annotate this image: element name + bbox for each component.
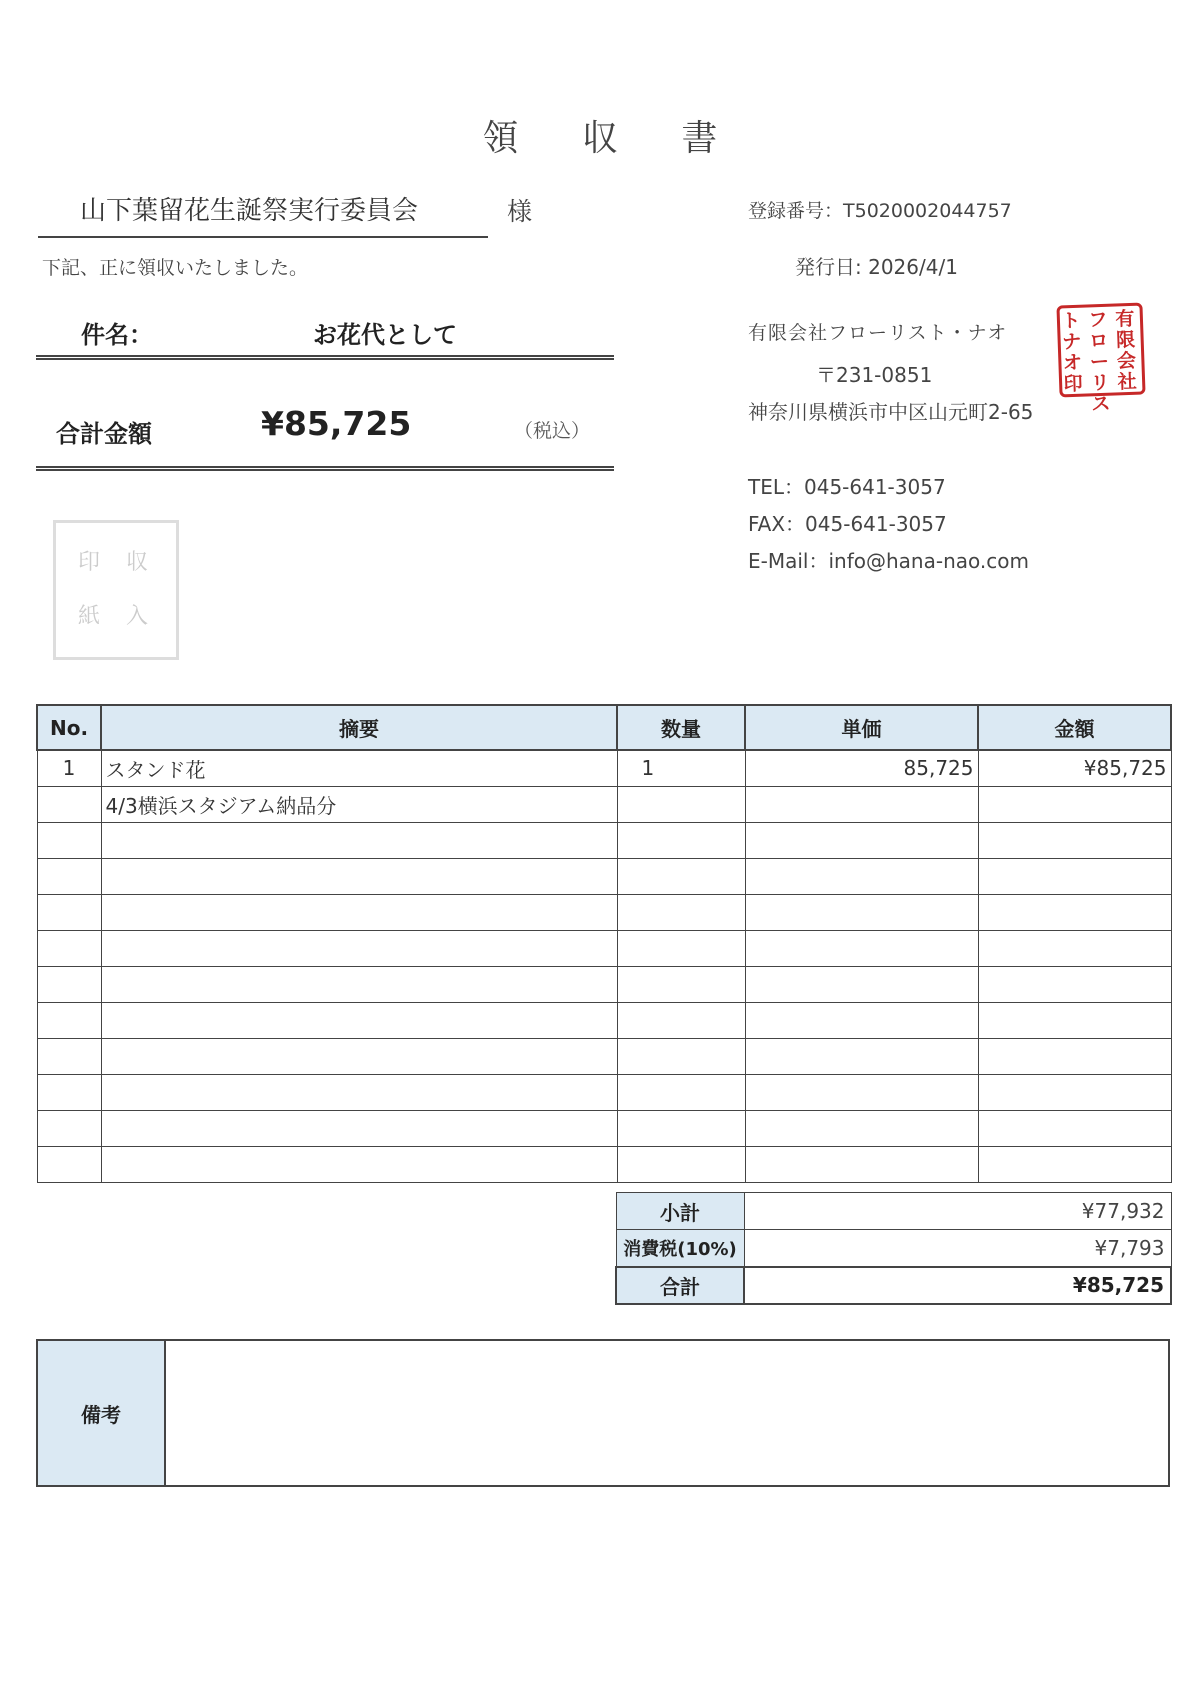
grand-total-value: ¥85,725 xyxy=(744,1267,1171,1304)
table-row xyxy=(37,1038,1171,1074)
cell-unit-price xyxy=(745,822,978,858)
subtotal-row xyxy=(616,1193,1171,1230)
grand-total-label: 合計 xyxy=(616,1267,744,1304)
cell-description xyxy=(101,966,617,1002)
table-row xyxy=(37,1146,1171,1182)
cell-no xyxy=(37,1146,101,1182)
cell-amount xyxy=(978,1074,1171,1110)
cell-unit-price xyxy=(745,786,978,822)
fax: FAX：045-641-3057 xyxy=(748,512,947,536)
total-label: 合計金額 xyxy=(56,420,152,448)
revenue-stamp-box xyxy=(53,520,179,660)
company-name: 有限会社フローリスト・ナオ xyxy=(748,322,1008,344)
honorific: 様 xyxy=(506,197,532,226)
cell-amount xyxy=(978,894,1171,930)
email: E-Mail：info@hana-nao.com xyxy=(748,549,1029,573)
cell-quantity xyxy=(617,822,745,858)
cell-description xyxy=(101,858,617,894)
cell-quantity: 1 xyxy=(617,750,745,786)
seal-column: 有限会社 xyxy=(1115,307,1138,394)
cell-unit-price: 85,725 xyxy=(745,750,978,786)
cell-quantity xyxy=(617,930,745,966)
company-seal xyxy=(1056,303,1145,416)
cell-description: スタンド花 xyxy=(101,750,617,786)
cell-amount xyxy=(978,1146,1171,1182)
seal-column: トナオ印 xyxy=(1061,309,1084,396)
cell-quantity xyxy=(617,966,745,1002)
cell-amount xyxy=(978,858,1171,894)
cell-quantity xyxy=(617,786,745,822)
cell-quantity xyxy=(617,1110,745,1146)
cell-no: 1 xyxy=(37,750,101,786)
table-row xyxy=(37,1002,1171,1038)
cell-quantity xyxy=(617,1074,745,1110)
header-amount: 金額 xyxy=(978,705,1171,750)
recipient-line xyxy=(38,190,532,238)
cell-no xyxy=(37,930,101,966)
table-row xyxy=(37,786,1171,822)
table-row xyxy=(37,966,1171,1002)
cell-no xyxy=(37,1074,101,1110)
cell-quantity xyxy=(617,858,745,894)
tax-value: ¥7,793 xyxy=(744,1230,1171,1267)
address: 神奈川県横浜市中区山元町2-65 xyxy=(748,400,1034,424)
cell-unit-price xyxy=(745,1038,978,1074)
cell-description xyxy=(101,1038,617,1074)
table-row xyxy=(37,750,1171,786)
table-row xyxy=(37,858,1171,894)
tax-label: 消費税(10%) xyxy=(616,1230,744,1267)
cell-amount xyxy=(978,966,1171,1002)
document-title: 領 収 書 xyxy=(482,118,744,159)
cell-unit-price xyxy=(745,1146,978,1182)
cell-no xyxy=(37,822,101,858)
total-amount: ¥85,725 xyxy=(261,404,412,443)
cell-amount xyxy=(978,1110,1171,1146)
grand-total-row xyxy=(616,1267,1171,1304)
cell-quantity xyxy=(617,1038,745,1074)
cell-no xyxy=(37,858,101,894)
line-items-table xyxy=(36,704,1172,1183)
cell-unit-price xyxy=(745,930,978,966)
registration-number: 登録番号：T5020002044757 xyxy=(748,200,1012,222)
header-quantity: 数量 xyxy=(617,705,745,750)
table-row xyxy=(37,894,1171,930)
stamp-char: 印 xyxy=(78,550,101,575)
stamp-char: 収 xyxy=(126,550,149,575)
header-unit-price: 単価 xyxy=(745,705,978,750)
cell-unit-price xyxy=(745,966,978,1002)
tel: TEL：045-641-3057 xyxy=(748,475,946,499)
issue-date: 発行日: 2026/4/1 xyxy=(795,255,958,279)
remarks-label: 備考 xyxy=(81,1403,121,1427)
cell-amount xyxy=(978,822,1171,858)
cell-amount xyxy=(978,1038,1171,1074)
cell-description xyxy=(101,1110,617,1146)
stamp-char: 入 xyxy=(126,604,149,629)
table-row xyxy=(37,1074,1171,1110)
recipient-name: 山下葉留花生誕祭実行委員会 xyxy=(80,196,419,226)
cell-description xyxy=(101,822,617,858)
seal-column: フローリス xyxy=(1088,308,1111,416)
cell-amount xyxy=(978,930,1171,966)
table-header-row xyxy=(37,705,1171,750)
cell-no xyxy=(37,1038,101,1074)
table-row xyxy=(37,930,1171,966)
tax-row xyxy=(616,1230,1171,1267)
subject-line xyxy=(36,305,614,360)
cell-description xyxy=(101,894,617,930)
cell-unit-price xyxy=(745,1074,978,1110)
table-row xyxy=(37,1110,1171,1146)
received-note: 下記、正に領収いたしました。 xyxy=(42,257,309,279)
stamp-char: 紙 xyxy=(78,604,101,629)
cell-no xyxy=(37,1110,101,1146)
cell-quantity xyxy=(617,1002,745,1038)
total-amount-line xyxy=(36,398,614,471)
cell-no xyxy=(37,1002,101,1038)
cell-unit-price xyxy=(745,1002,978,1038)
cell-amount xyxy=(978,1002,1171,1038)
tax-included-note: （税込） xyxy=(514,420,591,442)
cell-amount xyxy=(978,786,1171,822)
remarks-box xyxy=(36,1339,1170,1487)
subtotal-label: 小計 xyxy=(616,1193,744,1230)
header-no: No. xyxy=(37,705,101,750)
subject-label: 件名： xyxy=(81,321,153,349)
cell-no xyxy=(37,786,101,822)
cell-description xyxy=(101,930,617,966)
cell-no xyxy=(37,966,101,1002)
cell-quantity xyxy=(617,1146,745,1182)
cell-description xyxy=(101,1146,617,1182)
remarks-label-cell xyxy=(38,1341,166,1485)
table-row xyxy=(37,822,1171,858)
cell-unit-price xyxy=(745,894,978,930)
cell-amount: ¥85,725 xyxy=(978,750,1171,786)
cell-quantity xyxy=(617,894,745,930)
cell-description xyxy=(101,1002,617,1038)
summary-table xyxy=(615,1192,1172,1305)
cell-no xyxy=(37,894,101,930)
postal-code: 〒231-0851 xyxy=(816,363,933,387)
cell-description xyxy=(101,1074,617,1110)
cell-unit-price xyxy=(745,858,978,894)
header-description: 摘要 xyxy=(101,705,617,750)
cell-description: 4/3横浜スタジアム納品分 xyxy=(101,786,617,822)
subject-value: お花代として xyxy=(313,321,457,349)
cell-unit-price xyxy=(745,1110,978,1146)
subtotal-value: ¥77,932 xyxy=(744,1193,1171,1230)
